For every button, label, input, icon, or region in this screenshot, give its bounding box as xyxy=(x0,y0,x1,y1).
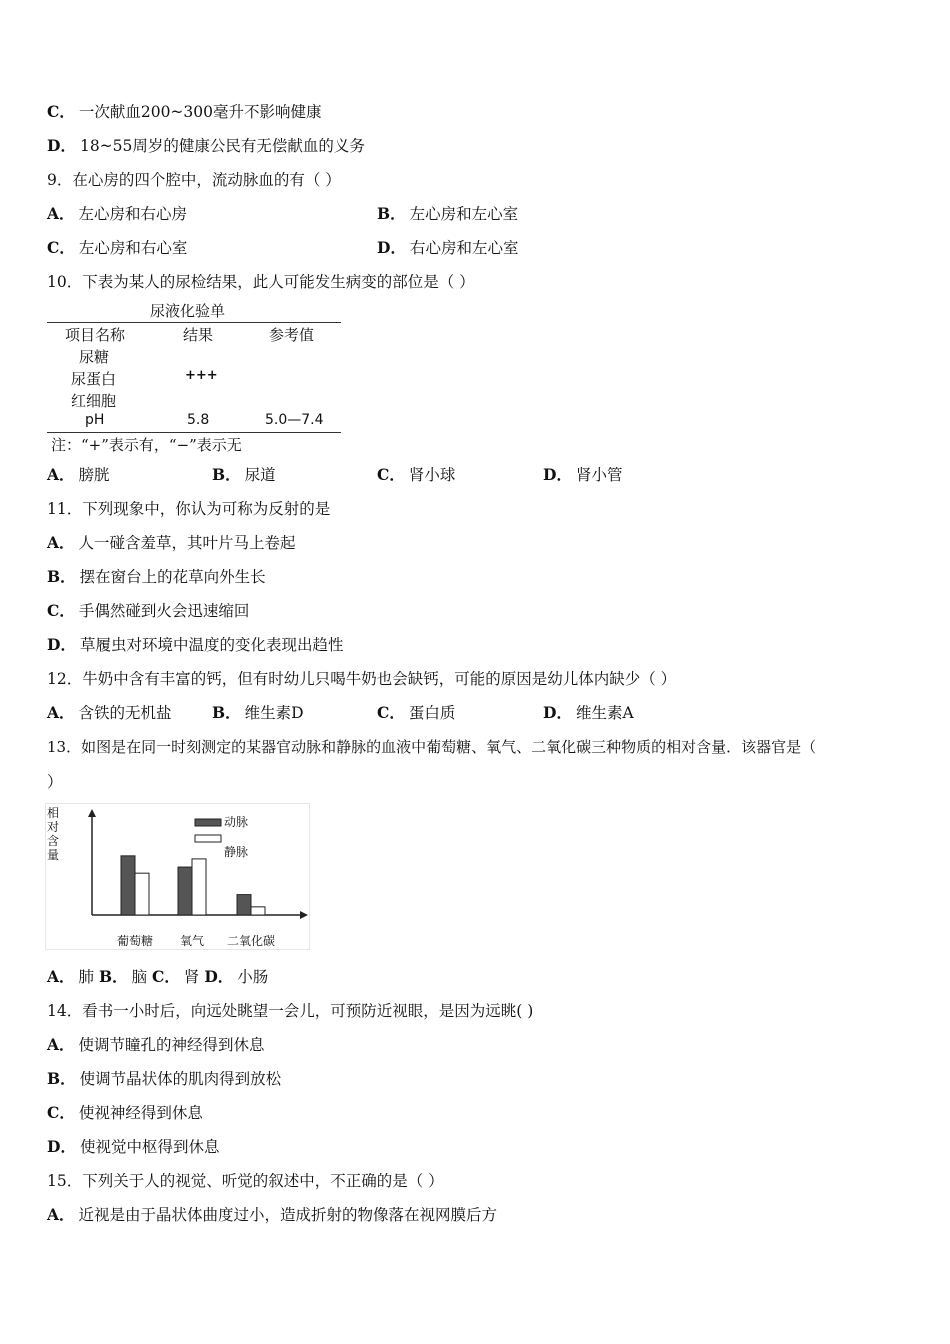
q13-stem: 13．如图是在同一时刻测定的某器官动脉和静脉的血液中葡萄糖、氧气、二氧化碳三种物质的相对含量．该器官是（ xyxy=(47,738,817,756)
q10-stem: 10．下表为某人的尿检结果，此人可能发生病变的部位是（ ） xyxy=(47,273,475,291)
blood-composition-bar-chart xyxy=(45,803,310,950)
q10-option-d: D． 肾小管 xyxy=(543,465,623,484)
legend-vein-swatch xyxy=(195,835,221,842)
q8-option-c: C． 一次献血200~300毫升不影响健康 xyxy=(47,102,322,121)
x-tick-label: 氧气 xyxy=(179,934,205,948)
q11-option-b: B． 摆在窗台上的花草向外生长 xyxy=(47,567,266,586)
y-axis-label-2: 对 xyxy=(47,820,60,834)
q14-option-b: B． 使调节晶状体的肌肉得到放松 xyxy=(47,1069,282,1088)
q9-option-d: D． 右心房和左心室 xyxy=(377,238,519,257)
bar-artery-2 xyxy=(178,867,192,915)
q12-option-d: D． 维生素A xyxy=(543,703,634,722)
q13-options: A． 肺 B． 脑 C． 肾 D． 小肠 xyxy=(47,967,269,986)
bar-artery-1 xyxy=(121,856,135,915)
bar-artery-3 xyxy=(237,895,251,915)
q12-option-a: A． 含铁的无机盐 xyxy=(47,703,172,722)
q11-stem: 11．下列现象中，你认为可称为反射的是 xyxy=(47,500,331,518)
q13-stem-cont: ） xyxy=(47,773,63,791)
table-cell-item: 尿糖 xyxy=(79,348,110,366)
q9-stem: 9．在心房的四个腔中，流动脉血的有（ ） xyxy=(47,171,341,189)
y-axis-label-4: 量 xyxy=(47,848,60,862)
q11-option-d: D． 草履虫对环境中温度的变化表现出趋性 xyxy=(47,635,344,654)
table-cell-item: pH xyxy=(85,412,105,428)
q12-option-b: B． 维生素D xyxy=(212,703,304,722)
q12-stem: 12．牛奶中含有丰富的钙，但有时幼儿只喝牛奶也会缺钙，可能的原因是幼儿体内缺少（ ） xyxy=(47,670,677,688)
legend-artery-label: 动脉 xyxy=(224,815,249,829)
q14-option-c: C． 使视神经得到休息 xyxy=(47,1103,203,1122)
bar-vein-2 xyxy=(192,859,206,915)
q9-option-b: B． 左心房和左心室 xyxy=(377,204,519,223)
q11-option-c: C． 手偶然碰到火会迅速缩回 xyxy=(47,601,250,620)
q14-option-d: D． 使视觉中枢得到休息 xyxy=(47,1137,220,1156)
table-top-rule xyxy=(47,322,341,323)
q10-option-c: C． 肾小球 xyxy=(377,465,456,484)
q15-stem: 15．下列关于人的视觉、听觉的叙述中，不正确的是（ ） xyxy=(47,1172,444,1190)
table-title: 尿液化验单 xyxy=(150,302,226,320)
table-header-result: 结果 xyxy=(183,326,214,344)
y-axis-label-1: 相 xyxy=(47,806,60,820)
table-cell-reference: 5.0—7.4 xyxy=(265,412,324,428)
q8-option-d: D． 18~55周岁的健康公民有无偿献血的义务 xyxy=(47,136,365,155)
table-header-item: 项目名称 xyxy=(65,326,126,344)
legend-artery-swatch xyxy=(195,819,221,826)
table-cell-item: 尿蛋白 xyxy=(71,370,117,388)
bar-vein-3 xyxy=(251,907,265,915)
table-bottom-rule xyxy=(47,432,341,433)
urine-test-table xyxy=(47,300,341,456)
q12-option-c: C． 蛋白质 xyxy=(377,703,456,722)
q11-option-a: A． 人一碰含羞草，其叶片马上卷起 xyxy=(47,533,296,552)
q14-option-a: A． 使调节瞳孔的神经得到休息 xyxy=(47,1035,265,1054)
bar-vein-1 xyxy=(135,873,149,915)
table-header-reference: 参考值 xyxy=(269,326,315,344)
q9-option-a: A． 左心房和右心房 xyxy=(47,204,188,223)
q10-option-b: B． 尿道 xyxy=(212,465,276,484)
table-note: 注：“+”表示有，“−”表示无 xyxy=(51,436,242,454)
table-cell-item: 红细胞 xyxy=(71,392,117,410)
x-tick-label: 二氧化碳 xyxy=(226,934,276,948)
table-cell-result: +++ xyxy=(185,368,218,383)
table-cell-result: 5.8 xyxy=(187,412,210,428)
y-axis-label-3: 含 xyxy=(47,834,60,848)
x-tick-label: 葡萄糖 xyxy=(116,934,154,948)
q14-stem: 14．看书一小时后，向远处眺望一会儿，可预防近视眼，是因为远眺( ) xyxy=(47,1002,534,1020)
q9-option-c: C． 左心房和右心室 xyxy=(47,238,188,257)
q10-option-a: A． 膀胱 xyxy=(47,465,110,484)
legend-vein-label: 静脉 xyxy=(224,845,249,859)
q15-option-a: A． 近视是由于晶状体曲度过小，造成折射的物像落在视网膜后方 xyxy=(47,1205,498,1224)
